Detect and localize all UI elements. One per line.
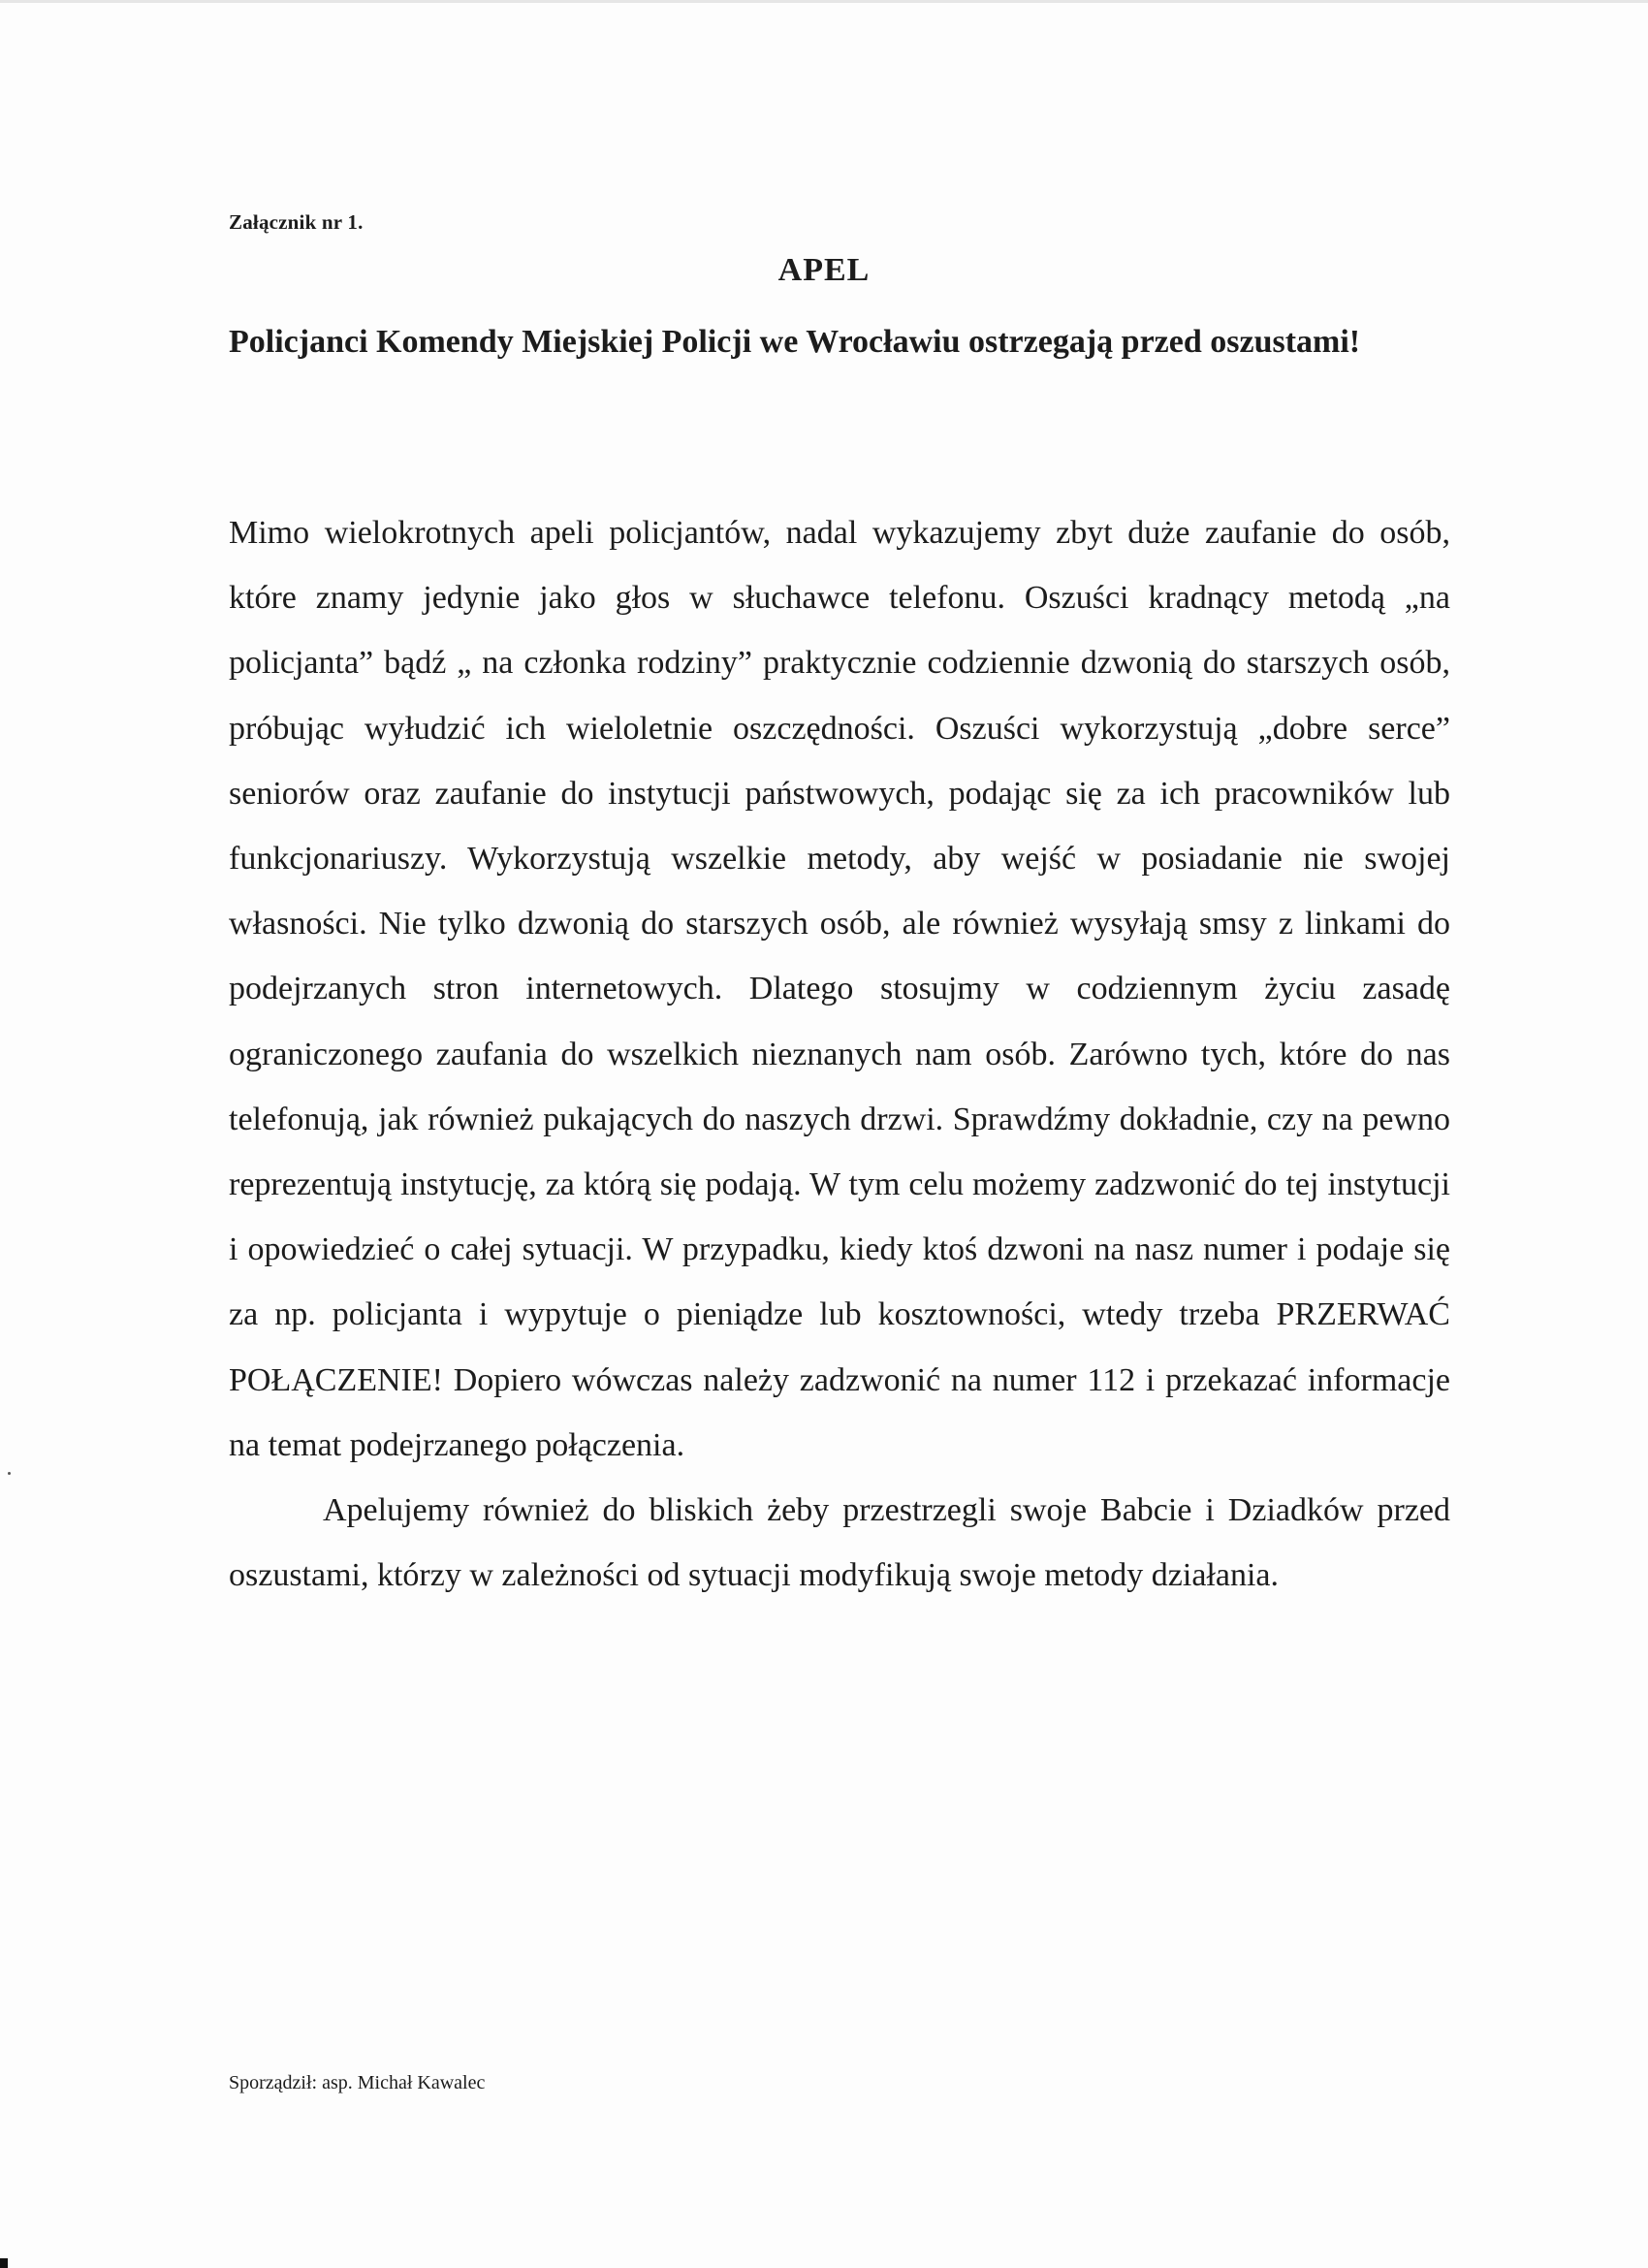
document-title: APEL [777, 252, 871, 288]
document-body [229, 500, 1450, 1608]
scan-artifact [8, 1472, 11, 1475]
body-paragraph: Mimo wielokrotnych apeli policjantów, nadal wykazujemy zbyt duże zaufanie do osób, które znamy jedynie jako głos w słuchawce telefonu. Oszuści kradnący metodą „na policjanta” bądź „ na członka rodziny” praktycznie codziennie dzwonią do starszych osób, próbując wyłudzić ich wieloletnie oszczędności. Oszuści wykorzystują „dobre serce” seniorów oraz zaufanie do instytucji państwowych, podając się za ich pracowników lub funkcjonariuszy. Wykorzystują wszelkie metody, aby wejść w posiadanie nie swojej własności. Nie tylko dzwonią do starszych osób, ale również wysyłają smsy z linkami do podejrzanych stron internetowych. Dlatego stosujmy w codziennym życiu zasadę ograniczonego zaufania do wszelkich nieznanych nam osób. Zarówno tych, które do nas telefonują, jak również pukających do naszych drzwi. Sprawdźmy dokładnie, czy na pewno reprezentują instytucję, za którą się podają. W tym celu możemy zadzwonić do tej instytucji i opowiedzieć o całej sytuacji. W przypadku, kiedy ktoś dzwoni na nasz numer i podaje się za np. policjanta i wypytuje o pieniądze lub kosztowności, wtedy trzeba PRZERWAĆ POŁĄCZENIE! Dopiero wówczas należy zadzwonić na numer 112 i przekazać informacje na temat podejrzanego połączenia. [229, 515, 1450, 1463]
document-headline: Policjanci Komendy Miejskiej Policji we Wrocławiu ostrzegają przed oszustami! [229, 324, 1361, 360]
scan-corner-mark [0, 2258, 8, 2268]
prepared-by-signature: Sporządził: asp. Michał Kawalec [229, 2072, 486, 2093]
page-edge [0, 0, 1648, 3]
body-paragraph: Apelujemy również do bliskich żeby przestrzegli swoje Babcie i Dziadków przed oszustami, którzy w zależności od sytuacji modyfikują swoje metody działania. [229, 1492, 1450, 1594]
attachment-label: Załącznik nr 1. [229, 210, 364, 234]
